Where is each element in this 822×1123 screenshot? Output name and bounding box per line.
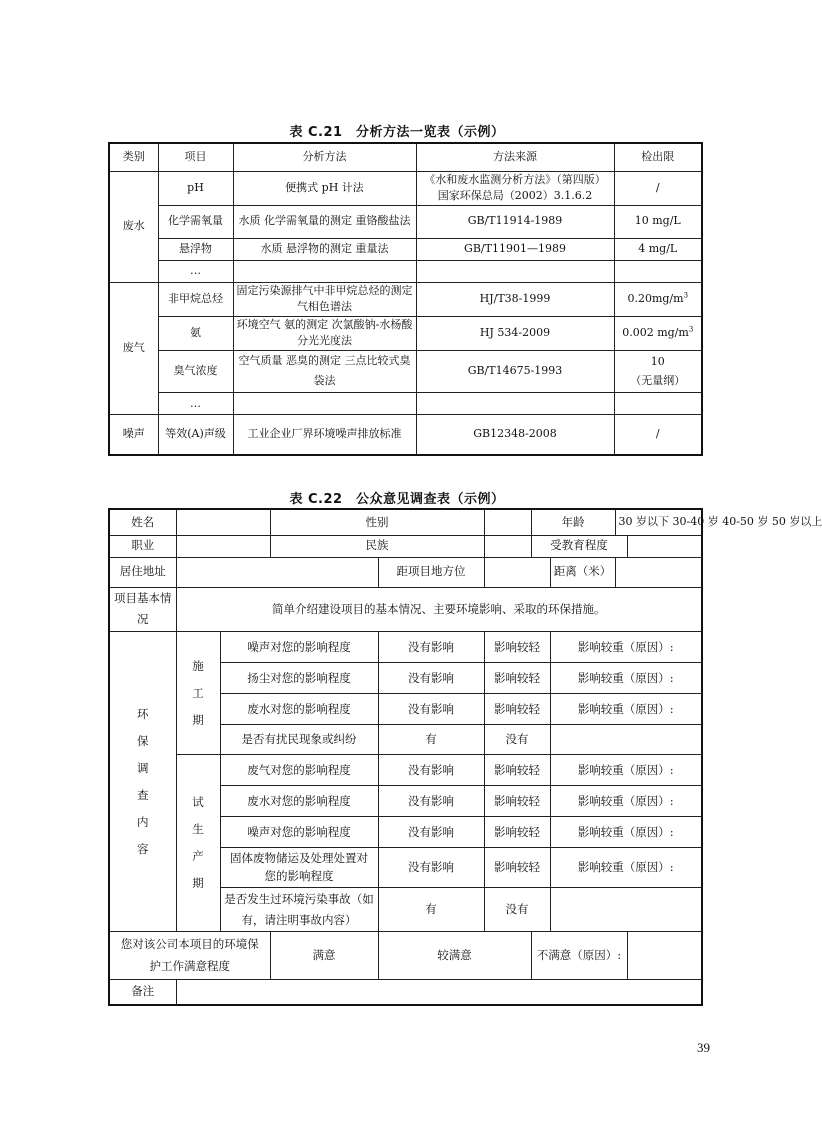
gender-label: 性别: [270, 509, 484, 535]
cell-source: GB/T11914-1989: [416, 205, 614, 238]
question: 是否发生过环境污染事故（如有，请注明事故内容）: [220, 888, 378, 932]
cell-method: 环境空气 氨的测定 次氯酸钠-水杨酸分光光度法: [233, 316, 416, 350]
answer-none[interactable]: 没有影响: [378, 755, 484, 786]
cell-method: [233, 260, 416, 282]
answer-light[interactable]: 影响较轻: [484, 663, 550, 694]
answer-heavy[interactable]: 影响较重（原因）:: [550, 663, 702, 694]
cell-source: GB/T11901—1989: [416, 238, 614, 260]
direction-value[interactable]: [484, 557, 550, 587]
table-row: [109, 509, 702, 535]
answer-none[interactable]: 没有影响: [378, 817, 484, 848]
cell-source: [416, 393, 614, 415]
gender-value[interactable]: [484, 509, 531, 535]
answer-heavy[interactable]: 影响较重（原因）:: [550, 694, 702, 725]
table-row: [109, 415, 702, 455]
answer-light[interactable]: 影响较轻: [484, 755, 550, 786]
answer-light[interactable]: 影响较轻: [484, 786, 550, 817]
answer-none[interactable]: 没有影响: [378, 663, 484, 694]
answer-light[interactable]: 影响较轻: [484, 694, 550, 725]
cell-limit: /: [614, 415, 702, 455]
answer-light[interactable]: 影响较轻: [484, 817, 550, 848]
project-info-label: 项目基本情况: [109, 587, 176, 632]
cell-limit: [614, 316, 702, 350]
table-row: [109, 980, 702, 1005]
answer-light[interactable]: 影响较轻: [484, 632, 550, 663]
job-value[interactable]: [176, 535, 270, 557]
category-gas: 废气: [109, 282, 158, 415]
remark-label: 备注: [109, 980, 176, 1005]
cell-source: [416, 260, 614, 282]
page-number: 39: [697, 1040, 710, 1055]
cell-item: 非甲烷总烃: [158, 282, 233, 316]
table-row: [109, 316, 702, 350]
cell-limit: [614, 350, 702, 393]
cell-item: 化学需氧量: [158, 205, 233, 238]
satisfaction-question: 您对该公司本项目的环境保护工作满意程度: [109, 932, 270, 980]
answer-none[interactable]: 没有影响: [378, 632, 484, 663]
answer-fairly-satisfied[interactable]: 较满意: [378, 932, 531, 980]
answer-heavy[interactable]: 影响较重（原因）:: [550, 632, 702, 663]
trial-production-label: 试生产期: [176, 755, 220, 932]
limit-value: 10: [650, 354, 665, 368]
answer-heavy[interactable]: 影响较重（原因）:: [550, 817, 702, 848]
question: 噪声对您的影响程度: [220, 632, 378, 663]
cell-item: pH: [158, 171, 233, 205]
cell-item: 悬浮物: [158, 238, 233, 260]
cell-limit: /: [614, 171, 702, 205]
cell-limit: [614, 282, 702, 316]
table-row: [109, 587, 702, 632]
cell-limit: 4 mg/L: [614, 238, 702, 260]
cell-item: …: [158, 260, 233, 282]
age-options[interactable]: 30 岁以下 30-40 岁 40-50 岁 50 岁以上: [615, 509, 702, 535]
answer-heavy[interactable]: 影响较重（原因）:: [550, 786, 702, 817]
question: 固体废物储运及处理处置对您的影响程度: [220, 848, 378, 888]
table-row: [109, 755, 702, 786]
table-header-row: [109, 143, 702, 171]
table-row: [109, 632, 702, 663]
education-label: 受教育程度: [531, 535, 627, 557]
table-row: [109, 260, 702, 282]
cell-method: 水质 化学需氧量的测定 重铬酸盐法: [233, 205, 416, 238]
header-category: 类别: [109, 143, 158, 171]
question: 废水对您的影响程度: [220, 694, 378, 725]
table-c21-caption: 表 C.21 分析方法一览表（示例）: [289, 125, 505, 140]
direction-label: 距项目地方位: [378, 557, 484, 587]
table-row: [109, 932, 702, 980]
question: 扬尘对您的影响程度: [220, 663, 378, 694]
answer-unsatisfied[interactable]: 不满意（原因）:: [531, 932, 627, 980]
cell-source: HJ 534-2009: [416, 316, 614, 350]
answer-none[interactable]: 没有影响: [378, 786, 484, 817]
question: 废气对您的影响程度: [220, 755, 378, 786]
answer-light[interactable]: 影响较轻: [484, 848, 550, 888]
answer-none[interactable]: 没有影响: [378, 694, 484, 725]
limit-superscript: 3: [688, 325, 694, 334]
education-value[interactable]: [627, 535, 702, 557]
table-row: [109, 535, 702, 557]
remark-value[interactable]: [176, 980, 702, 1005]
ethnicity-label: 民族: [270, 535, 484, 557]
cell-item: 等效(A)声级: [158, 415, 233, 455]
analysis-method-table: [108, 142, 703, 456]
cell-method: 空气质量 恶臭的测定 三点比较式臭袋法: [233, 350, 416, 393]
limit-value: 0.002 mg/m: [622, 325, 689, 339]
env-survey-label: 环保调查内容: [109, 632, 176, 932]
cell-source: GB/T14675-1993: [416, 350, 614, 393]
project-info-content: 简单介绍建设项目的基本情况、主要环境影响、采取的环保措施。: [176, 587, 702, 632]
cell-item: …: [158, 393, 233, 415]
construction-period-label: 施工期: [176, 632, 220, 755]
cell-source: 《水和废水监测分析方法》（第四版）国家环保总局（2002）3.1.6.2: [416, 171, 614, 205]
question: 是否有扰民现象或纠纷: [220, 725, 378, 755]
table-row: [109, 238, 702, 260]
distance-value[interactable]: [615, 557, 702, 587]
header-source: 方法来源: [416, 143, 614, 171]
cell-method: 便携式 pH 计法: [233, 171, 416, 205]
public-opinion-survey-table: [108, 508, 822, 1006]
limit-value: 0.20mg/m: [627, 291, 684, 305]
answer-no[interactable]: 没有: [484, 888, 550, 932]
cell-limit: [614, 260, 702, 282]
cell-method: [233, 393, 416, 415]
category-noise: 噪声: [109, 415, 158, 455]
address-value[interactable]: [176, 557, 378, 587]
answer-blank: [550, 888, 702, 932]
answer-yes[interactable]: 有: [378, 888, 484, 932]
answer-no[interactable]: 没有: [484, 725, 550, 755]
limit-note: （无量纲）: [630, 374, 686, 388]
table-row: [109, 171, 702, 205]
limit-superscript: 3: [683, 291, 689, 300]
category-water: 废水: [109, 171, 158, 282]
header-item: 项目: [158, 143, 233, 171]
cell-source: HJ/T38-1999: [416, 282, 614, 316]
header-limit: 检出限: [614, 143, 702, 171]
answer-blank: [550, 725, 702, 755]
question: 噪声对您的影响程度: [220, 817, 378, 848]
cell-limit: 10 mg/L: [614, 205, 702, 238]
header-method: 分析方法: [233, 143, 416, 171]
name-value[interactable]: [176, 509, 270, 535]
cell-method: 工业企业厂界环境噪声排放标准: [233, 415, 416, 455]
job-label: 职业: [109, 535, 176, 557]
answer-heavy[interactable]: 影响较重（原因）:: [550, 755, 702, 786]
cell-source: GB12348-2008: [416, 415, 614, 455]
cell-method: 固定污染源排气中非甲烷总烃的测定 气相色谱法: [233, 282, 416, 316]
name-label: 姓名: [109, 509, 176, 535]
cell-method: 水质 悬浮物的测定 重量法: [233, 238, 416, 260]
table-row: [109, 393, 702, 415]
ethnicity-value[interactable]: [484, 535, 531, 557]
table-c22-caption: 表 C.22 公众意见调查表（示例）: [289, 492, 505, 507]
answer-yes[interactable]: 有: [378, 725, 484, 755]
table-row: [109, 282, 702, 316]
cell-limit: [614, 393, 702, 415]
answer-satisfied[interactable]: 满意: [270, 932, 378, 980]
address-label: 居住地址: [109, 557, 176, 587]
question: 废水对您的影响程度: [220, 786, 378, 817]
answer-heavy[interactable]: 影响较重（原因）:: [550, 848, 702, 888]
cell-item: 氨: [158, 316, 233, 350]
answer-none[interactable]: 没有影响: [378, 848, 484, 888]
age-label: 年龄: [531, 509, 615, 535]
table-row: [109, 557, 702, 587]
table-row: [109, 205, 702, 238]
distance-label: 距离（米）: [550, 557, 615, 587]
table-row: [109, 350, 702, 393]
cell-item: 臭气浓度: [158, 350, 233, 393]
